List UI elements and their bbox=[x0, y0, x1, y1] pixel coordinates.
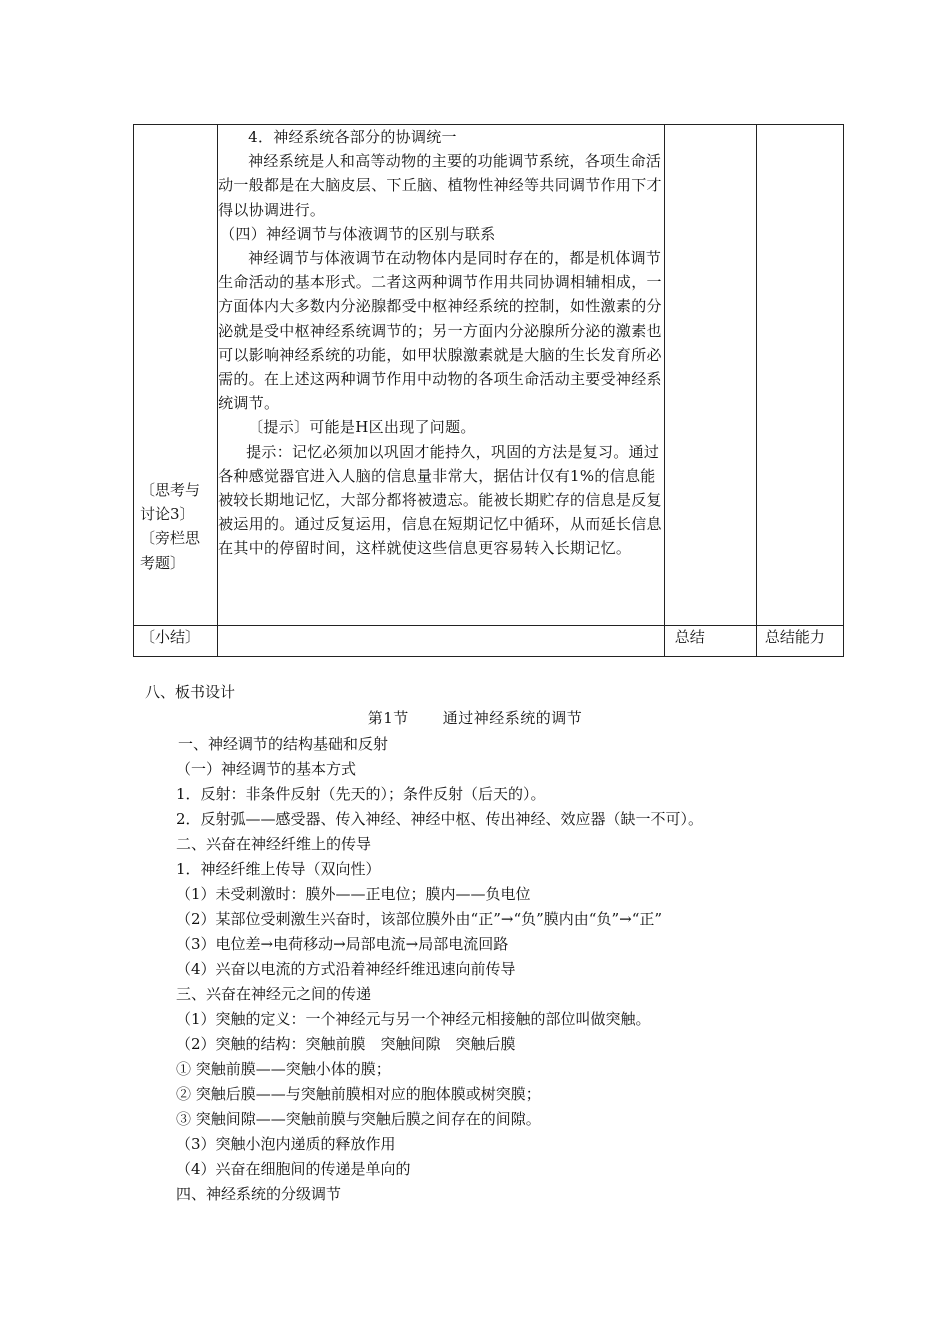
content-cell bbox=[218, 125, 665, 626]
board-title-text: 通过神经系统的调节 bbox=[442, 709, 583, 727]
subheading-neural-humoral: （四）神经调节与体液调节的区别与联系 bbox=[220, 224, 496, 243]
think-discuss-label: 〔思考与讨论3〕 bbox=[140, 481, 201, 524]
empty-cell-col4 bbox=[756, 125, 843, 626]
board-line: （2）某部位受刺激生兴奋时，该部位膜外由“正”→“负”膜内由“负”→“正” bbox=[176, 910, 663, 928]
board-line: （一）神经调节的基本方式 bbox=[176, 760, 357, 778]
content-row bbox=[134, 125, 844, 626]
board-line: 三、兴奋在神经元之间的传递 bbox=[176, 985, 372, 1003]
summary-label: 〔小结〕 bbox=[134, 626, 218, 657]
board-line: 1．反射：非条件反射（先天的）；条件反射（后天的）。 bbox=[176, 785, 546, 803]
board-title bbox=[0, 708, 950, 728]
side-labels bbox=[140, 478, 214, 575]
hint-memory: 提示：记忆必须加以巩固才能持久，巩固的方法是复习。通过各种感觉器官进入人脑的信息量非常大，据估计仅有1%的信息能被较长期地记忆，大部分都将被遗忘。能被长期贮存的信息是反复被运用的。通过反复运用，信息在短期记忆中循环，从而延长信息在其中的停留时间，这样就使这些信息更容易转入长期记忆。 bbox=[218, 442, 662, 558]
board-line: 一、神经调节的结构基础和反射 bbox=[178, 735, 389, 753]
paragraph-neural-humoral: 神经调节与体液调节在动物体内是同时存在的，都是机体调节生命活动的基本形式。二者这两种调节作用共同协调相辅相成，一方面体内大多数内分泌腺都受中枢神经系统的控制，如性激素的分泌就是受中枢神经系统调节的；另一方面内分泌腺所分泌的激素也可以影响神经系统的功能，如甲状腺激素就是大脑的生长发育所必需的。在上述这两种调节作用中动物的各项生命活动主要受神经系统调节。 bbox=[218, 249, 662, 413]
board-line: （4）兴奋在细胞间的传递是单向的 bbox=[176, 1160, 411, 1178]
summary-content-cell bbox=[218, 626, 665, 657]
paragraph-nervous-system: 神经系统是人和高等动物的主要的功能调节系统，各项生命活动一般都是在大脑皮层、下丘脑、植物性神经等共同调节作用下才得以协调进行。 bbox=[218, 152, 662, 219]
board-line: （3）突触小泡内递质的释放作用 bbox=[176, 1135, 396, 1153]
summary-row bbox=[134, 626, 844, 657]
board-line: 二、兴奋在神经纤维上的传导 bbox=[176, 835, 372, 853]
board-line: （3）电位差→电荷移动→局部电流→局部电流回路 bbox=[176, 935, 509, 953]
board-line: 2．反射弧——感受器、传入神经、神经中枢、传出神经、效应器（缺一不可）。 bbox=[176, 810, 704, 828]
sidebar-question-label: 〔旁栏思考题〕 bbox=[140, 529, 201, 572]
lesson-table bbox=[133, 124, 844, 657]
board-line: （1）突触的定义：一个神经元与另一个神经元相接触的部位叫做突触。 bbox=[176, 1010, 651, 1028]
board-line: 四、神经系统的分级调节 bbox=[176, 1185, 342, 1203]
board-title-number: 第1节 bbox=[367, 709, 409, 727]
board-line: （4）兴奋以电流的方式沿着神经纤维迅速向前传导 bbox=[176, 960, 516, 978]
summary-ability: 总结能力 bbox=[756, 626, 843, 657]
board-line: （1）未受刺激时：膜外——正电位；膜内——负电位 bbox=[176, 885, 531, 903]
section-heading: 八、板书设计 bbox=[145, 683, 236, 701]
hint-h-area: 〔提示〕可能是H区出现了问题。 bbox=[248, 418, 476, 437]
board-line: ③ 突触间隙——突触前膜与突触后膜之间存在的间隙。 bbox=[176, 1110, 541, 1128]
subheading-coordination: 4．神经系统各部分的协调统一 bbox=[248, 128, 457, 146]
board-line: （2）突触的结构：突触前膜 突触间隙 突触后膜 bbox=[176, 1035, 516, 1053]
board-line: ② 突触后膜——与突触前膜相对应的胞体膜或树突膜； bbox=[176, 1085, 541, 1103]
summary-teacher-activity: 总结 bbox=[664, 626, 756, 657]
side-label-cell bbox=[134, 125, 218, 626]
board-line: ① 突触前膜——突触小体的膜； bbox=[176, 1060, 391, 1078]
empty-cell-col3 bbox=[664, 125, 756, 626]
board-line: 1．神经纤维上传导（双向性） bbox=[176, 860, 381, 878]
